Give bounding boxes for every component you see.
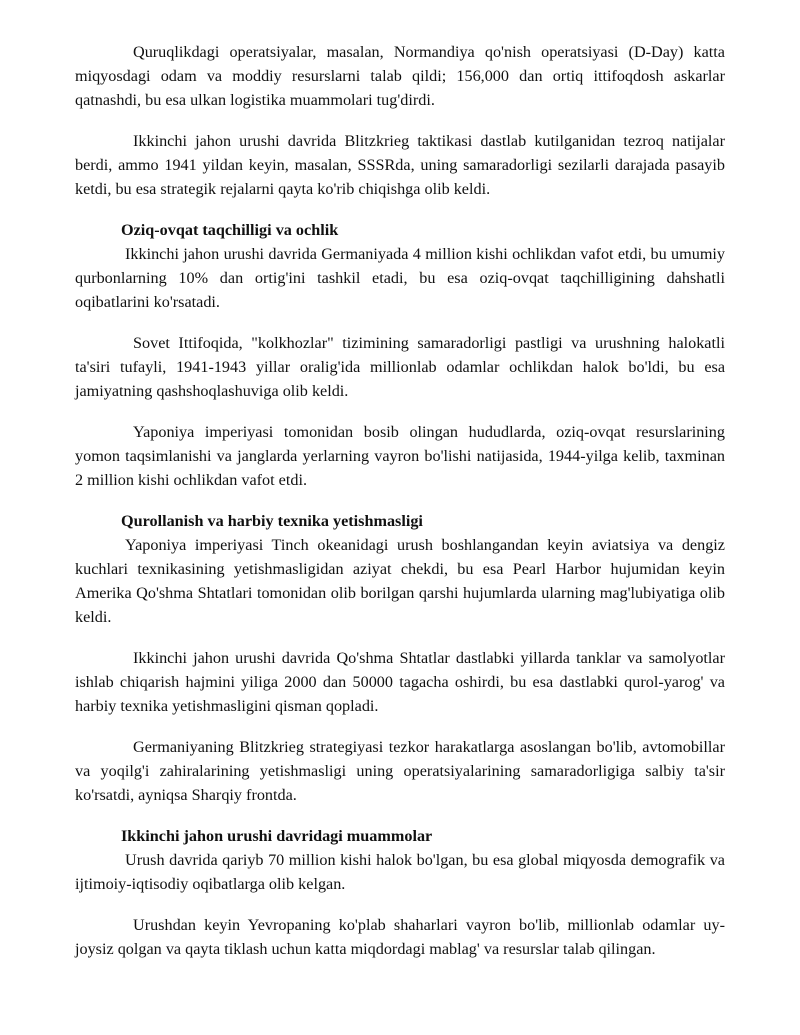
section-weapons-shortage (75, 509, 725, 807)
paragraph: Ikkinchi jahon urushi davrida Qo'shma Shtatlar dastlabki yillarda tanklar va samolyotlar ishlab chiqarish hajmini yiliga 2000 dan 50000 tagacha oshirdi, bu esa dastlabki qurol-yarog' va harbiy texnika yetishmasligini qisman qopladi. (75, 649, 725, 715)
paragraph: Germaniyaning Blitzkrieg strategiyasi tezkor harakatlarga asoslangan bo'lib, avtomobillar va yoqilg'i zahiralarining yetishmasligi uning operatsiyalarining samaradorligiga salbiy ta'sir ko'rsatdi, ayniqsa Sharqiy frontda. (75, 738, 725, 804)
paragraph: Urushdan keyin Yevropaning ko'plab shaharlari vayron bo'lib, millionlab odamlar uy-joysiz qolgan va qayta tiklash uchun katta miqdordagi mablag' va resurslar talab qilingan. (75, 916, 725, 958)
section-food-shortage (75, 218, 725, 492)
paragraph-intro-2: Ikkinchi jahon urushi davrida Blitzkrieg taktikasi dastlab kutilganidan tezroq natijalar berdi, ammo 1941 yildan keyin, masalan, SSSRda, uning samaradorligi sezilarli darajada pasayib ketdi, bu esa strategik rejalarni qayta ko'rib chiqishga olib keldi. (75, 132, 725, 198)
paragraph: Yaponiya imperiyasi Tinch okeanidagi urush boshlangandan keyin aviatsiya va dengiz kuchlari texnikasining yetishmasligidan aziyat chekdi, bu esa Pearl Harbor hujumidan keyin Amerika Qo'shma Shtatlari tomonidan olib borilgan qarshi hujumlarda ularning mag'lubiyatiga olib keldi. (75, 536, 725, 626)
paragraph: Urush davrida qariyb 70 million kishi halok bo'lgan, bu esa global miqyosda demografik va ijtimoiy-iqtisodiy oqibatlarga olib kelgan. (75, 851, 725, 893)
paragraph: Yaponiya imperiyasi tomonidan bosib olingan hududlarda, oziq-ovqat resurslarining yomon taqsimlanishi va janglarda yerlarning vayron bo'lishi natijasida, 1944-yilga kelib, taxminan 2 million kishi ochlikdan vafot etdi. (75, 423, 725, 489)
section-heading: Oziq-ovqat taqchilligi va ochlik (121, 221, 339, 239)
paragraph: Ikkinchi jahon urushi davrida Germaniyada 4 million kishi ochlikdan vafot etdi, bu umumiy qurbonlarning 10% dan ortig'ini tashkil etadi, bu esa oziq-ovqat taqchilligining dahshatli oqibatlarini ko'rsatadi. (75, 245, 725, 311)
section-heading: Ikkinchi jahon urushi davridagi muammolar (121, 827, 433, 845)
section-war-problems (75, 824, 725, 961)
paragraph: Sovet Ittifoqida, "kolkhozlar" tizimining samaradorligi pastligi va urushning halokatli ta'siri tufayli, 1941-1943 yillar oralig'ida millionlab odamlar ochlikdan halok bo'ldi, bu esa jamiyatning qashshoqlashuviga olib keldi. (75, 334, 725, 400)
document-page (75, 40, 725, 961)
paragraph-intro-1: Quruqlikdagi operatsiyalar, masalan, Normandiya qo'nish operatsiyasi (D-Day) katta miqyosdagi odam va moddiy resurslarni talab qildi; 156,000 dan ortiq ittifoqdosh askarlar qatnashdi, bu esa ulkan logistika muammolari tug'dirdi. (75, 43, 725, 109)
section-heading: Qurollanish va harbiy texnika yetishmasligi (121, 512, 423, 530)
